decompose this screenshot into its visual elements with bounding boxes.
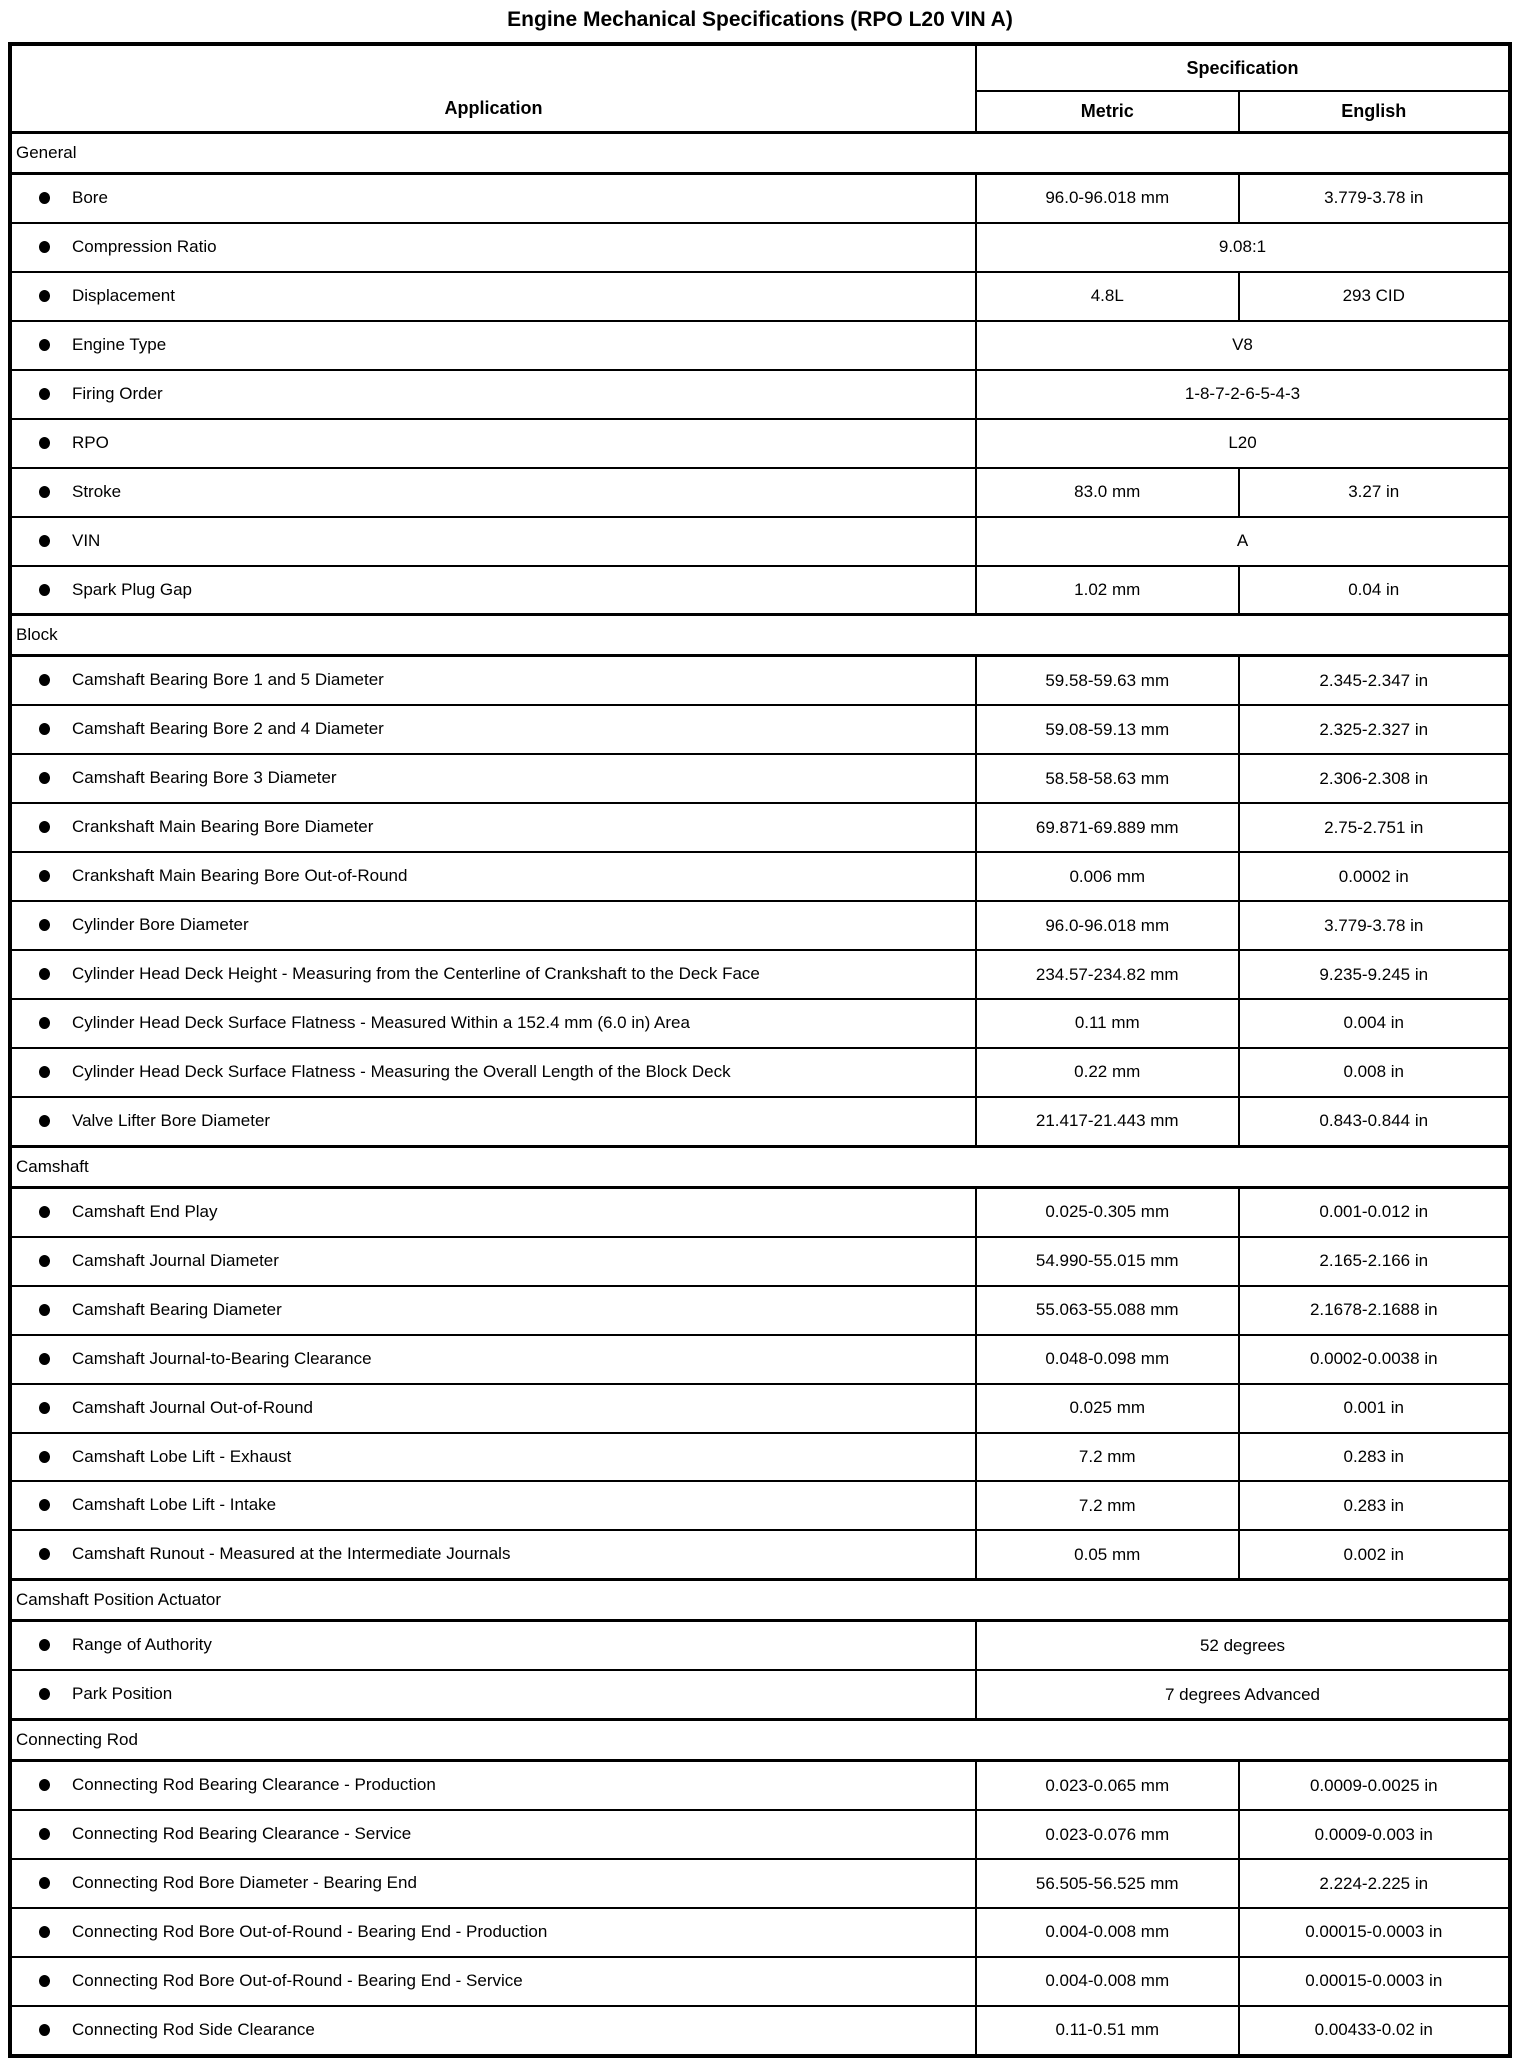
- application-cell: [10, 1810, 976, 1859]
- engine-specifications-table: [8, 42, 1512, 2058]
- table-row: [10, 1810, 1510, 1859]
- row-label: Stroke: [72, 481, 122, 501]
- row-label: Connecting Rod Bore Out-of-Round - Bearing End - Production: [72, 1922, 548, 1941]
- metric-value-cell: 0.023-0.065 mm: [976, 1761, 1239, 1810]
- table-row: [10, 1384, 1510, 1433]
- row-label: Camshaft Journal Diameter: [72, 1250, 279, 1270]
- table-row: [10, 656, 1510, 705]
- table-row: [10, 1761, 1510, 1810]
- application-cell: [10, 566, 976, 615]
- metric-value-cell: 96.0-96.018 mm: [976, 901, 1239, 950]
- table-row: [10, 468, 1510, 517]
- shared-value-cell: 7 degrees Advanced: [976, 1670, 1510, 1719]
- english-value-cell: 3.27 in: [1239, 468, 1511, 517]
- shared-value-cell: V8: [976, 321, 1510, 370]
- english-value-cell: 0.0009-0.0025 in: [1239, 1761, 1511, 1810]
- bullet-icon: [39, 1688, 50, 1700]
- table-row: [10, 705, 1510, 754]
- section-title: General: [10, 133, 1510, 174]
- bullet-icon: [39, 821, 50, 833]
- application-cell: [10, 705, 976, 754]
- table-row: [10, 1481, 1510, 1530]
- english-value-cell: 2.306-2.308 in: [1239, 754, 1511, 803]
- metric-value-cell: 69.871-69.889 mm: [976, 803, 1239, 852]
- metric-value-cell: 0.025 mm: [976, 1384, 1239, 1433]
- bullet-icon: [39, 290, 50, 302]
- application-cell: [10, 656, 976, 705]
- english-value-cell: 0.001 in: [1239, 1384, 1511, 1433]
- english-value-cell: 2.75-2.751 in: [1239, 803, 1511, 852]
- metric-value-cell: 4.8L: [976, 272, 1239, 321]
- row-label: Cylinder Head Deck Height - Measuring from the Centerline of Crankshaft to the Deck Face: [72, 964, 760, 984]
- english-value-cell: 9.235-9.245 in: [1239, 950, 1511, 999]
- application-cell: [10, 950, 976, 999]
- metric-value-cell: 0.11-0.51 mm: [976, 2006, 1239, 2056]
- bullet-icon: [39, 1877, 50, 1889]
- application-cell: [10, 1957, 976, 2006]
- shared-value-cell: 1-8-7-2-6-5-4-3: [976, 370, 1510, 419]
- application-cell: [10, 370, 976, 419]
- section-title: Connecting Rod: [10, 1720, 1510, 1761]
- row-label: Connecting Rod Bore Out-of-Round - Bearing End - Service: [72, 1970, 523, 1990]
- metric-value-cell: 7.2 mm: [976, 1481, 1239, 1530]
- bullet-icon: [39, 1066, 50, 1078]
- row-label: Valve Lifter Bore Diameter: [72, 1110, 271, 1130]
- application-cell: [10, 1670, 976, 1719]
- table-row: [10, 1621, 1510, 1670]
- application-cell: [10, 517, 976, 566]
- metric-value-cell: 234.57-234.82 mm: [976, 950, 1239, 999]
- table-row: [10, 174, 1510, 223]
- bullet-icon: [39, 1499, 50, 1511]
- metric-value-cell: 0.048-0.098 mm: [976, 1335, 1239, 1384]
- row-label: Camshaft End Play: [72, 1201, 218, 1221]
- english-value-cell: 0.001-0.012 in: [1239, 1187, 1511, 1236]
- row-label: RPO: [72, 432, 109, 452]
- table-row: [10, 803, 1510, 852]
- metric-value-cell: 0.05 mm: [976, 1530, 1239, 1579]
- application-cell: [10, 1481, 976, 1530]
- application-cell: [10, 2006, 976, 2056]
- table-row: [10, 2006, 1510, 2056]
- section-title: Camshaft: [10, 1146, 1510, 1187]
- shared-value-cell: 9.08:1: [976, 223, 1510, 272]
- table-row: [10, 1097, 1510, 1146]
- bullet-icon: [39, 1017, 50, 1029]
- row-label: Connecting Rod Bearing Clearance - Service: [72, 1824, 412, 1844]
- bullet-icon: [39, 1402, 50, 1414]
- row-label: Spark Plug Gap: [72, 579, 193, 599]
- english-value-cell: 293 CID: [1239, 272, 1511, 321]
- application-cell: [10, 1384, 976, 1433]
- application-cell: [10, 1187, 976, 1236]
- metric-value-cell: 1.02 mm: [976, 566, 1239, 615]
- row-label: Camshaft Bearing Bore 3 Diameter: [72, 768, 337, 788]
- application-cell: [10, 1335, 976, 1384]
- row-label: Connecting Rod Bore Diameter - Bearing End: [72, 1873, 417, 1893]
- table-row: [10, 754, 1510, 803]
- application-cell: [10, 901, 976, 950]
- application-cell: [10, 852, 976, 901]
- metric-value-cell: 7.2 mm: [976, 1433, 1239, 1482]
- shared-value-cell: 52 degrees: [976, 1621, 1510, 1670]
- english-value-cell: 2.325-2.327 in: [1239, 705, 1511, 754]
- section-row: [10, 133, 1510, 174]
- row-label: Camshaft Bearing Diameter: [72, 1299, 282, 1319]
- bullet-icon: [39, 772, 50, 784]
- section-row: [10, 615, 1510, 656]
- english-value-cell: 2.224-2.225 in: [1239, 1859, 1511, 1908]
- metric-value-cell: 0.023-0.076 mm: [976, 1810, 1239, 1859]
- section-row: [10, 1580, 1510, 1621]
- table-row: [10, 321, 1510, 370]
- english-value-cell: 0.0002-0.0038 in: [1239, 1335, 1511, 1384]
- metric-value-cell: 0.11 mm: [976, 999, 1239, 1048]
- application-cell: [10, 1433, 976, 1482]
- bullet-icon: [39, 674, 50, 686]
- metric-value-cell: 59.58-59.63 mm: [976, 656, 1239, 705]
- english-value-cell: 0.0002 in: [1239, 852, 1511, 901]
- metric-value-cell: 59.08-59.13 mm: [976, 705, 1239, 754]
- english-value-cell: 2.345-2.347 in: [1239, 656, 1511, 705]
- bullet-icon: [39, 723, 50, 735]
- english-value-cell: 0.00433-0.02 in: [1239, 2006, 1511, 2056]
- column-header-application: Application: [10, 44, 976, 133]
- english-value-cell: 0.283 in: [1239, 1433, 1511, 1482]
- row-label: Connecting Rod Side Clearance: [72, 2019, 315, 2039]
- bullet-icon: [39, 241, 50, 253]
- section-title: Camshaft Position Actuator: [10, 1580, 1510, 1621]
- table-row: [10, 1286, 1510, 1335]
- table-row: [10, 1859, 1510, 1908]
- row-label: Firing Order: [72, 383, 163, 403]
- table-row: [10, 950, 1510, 999]
- bullet-icon: [39, 1451, 50, 1463]
- bullet-icon: [39, 1353, 50, 1365]
- application-cell: [10, 1859, 976, 1908]
- application-cell: [10, 1286, 976, 1335]
- column-header-english: English: [1239, 91, 1511, 133]
- table-row: [10, 999, 1510, 1048]
- row-label: Camshaft Lobe Lift - Intake: [72, 1495, 277, 1515]
- table-row: [10, 517, 1510, 566]
- table-row: [10, 1237, 1510, 1286]
- table-row: [10, 566, 1510, 615]
- english-value-cell: 0.283 in: [1239, 1481, 1511, 1530]
- bullet-icon: [39, 2024, 50, 2036]
- bullet-icon: [39, 192, 50, 204]
- table-row: [10, 272, 1510, 321]
- header-row-specification: [10, 44, 1510, 91]
- row-label: Connecting Rod Bearing Clearance - Production: [72, 1775, 436, 1795]
- english-value-cell: 2.1678-2.1688 in: [1239, 1286, 1511, 1335]
- application-cell: [10, 1761, 976, 1810]
- table-row: [10, 1908, 1510, 1957]
- metric-value-cell: 55.063-55.088 mm: [976, 1286, 1239, 1335]
- application-cell: [10, 1097, 976, 1146]
- row-label: Camshaft Bearing Bore 1 and 5 Diameter: [72, 670, 384, 690]
- bullet-icon: [39, 1548, 50, 1560]
- bullet-icon: [39, 1828, 50, 1840]
- table-row: [10, 1335, 1510, 1384]
- row-label: Crankshaft Main Bearing Bore Diameter: [72, 817, 374, 837]
- metric-value-cell: 54.990-55.015 mm: [976, 1237, 1239, 1286]
- bullet-icon: [39, 1206, 50, 1218]
- row-label: Camshaft Bearing Bore 2 and 4 Diameter: [72, 719, 384, 739]
- application-cell: [10, 1237, 976, 1286]
- metric-value-cell: 83.0 mm: [976, 468, 1239, 517]
- metric-value-cell: 96.0-96.018 mm: [976, 174, 1239, 223]
- application-cell: [10, 754, 976, 803]
- application-cell: [10, 223, 976, 272]
- table-row: [10, 223, 1510, 272]
- english-value-cell: 0.0009-0.003 in: [1239, 1810, 1511, 1859]
- row-label: Cylinder Head Deck Surface Flatness - Measured Within a 152.4 mm (6.0 in) Area: [72, 1013, 690, 1032]
- row-label: Cylinder Bore Diameter: [72, 915, 249, 935]
- row-label: Displacement: [72, 285, 175, 305]
- bullet-icon: [39, 486, 50, 498]
- shared-value-cell: L20: [976, 419, 1510, 468]
- column-header-specification: Specification: [976, 44, 1510, 91]
- row-label: VIN: [72, 530, 101, 550]
- row-label: Bore: [72, 188, 108, 207]
- table-row: [10, 1530, 1510, 1579]
- bullet-icon: [39, 968, 50, 980]
- bullet-icon: [39, 437, 50, 449]
- metric-value-cell: 0.025-0.305 mm: [976, 1187, 1239, 1236]
- bullet-icon: [39, 1926, 50, 1938]
- bullet-icon: [39, 388, 50, 400]
- page-title: Engine Mechanical Specifications (RPO L20 VIN A): [507, 8, 1013, 31]
- english-value-cell: 0.004 in: [1239, 999, 1511, 1048]
- row-label: Park Position: [72, 1684, 173, 1704]
- application-cell: [10, 803, 976, 852]
- section-title: Block: [10, 615, 1510, 656]
- table-row: [10, 419, 1510, 468]
- bullet-icon: [39, 1639, 50, 1651]
- column-header-metric: Metric: [976, 91, 1239, 133]
- application-cell: [10, 321, 976, 370]
- bullet-icon: [39, 919, 50, 931]
- english-value-cell: 0.00015-0.0003 in: [1239, 1957, 1511, 2006]
- application-cell: [10, 419, 976, 468]
- shared-value-cell: A: [976, 517, 1510, 566]
- row-label: Camshaft Runout - Measured at the Intermediate Journals: [72, 1544, 511, 1564]
- metric-value-cell: 0.004-0.008 mm: [976, 1908, 1239, 1957]
- english-value-cell: 3.779-3.78 in: [1239, 174, 1511, 223]
- table-row: [10, 901, 1510, 950]
- table-row: [10, 1433, 1510, 1482]
- bullet-icon: [39, 1779, 50, 1791]
- english-value-cell: 0.002 in: [1239, 1530, 1511, 1579]
- metric-value-cell: 21.417-21.443 mm: [976, 1097, 1239, 1146]
- table-row: [10, 1957, 1510, 2006]
- bullet-icon: [39, 1255, 50, 1267]
- table-row: [10, 1048, 1510, 1097]
- english-value-cell: 0.00015-0.0003 in: [1239, 1908, 1511, 1957]
- bullet-icon: [39, 535, 50, 547]
- row-label: Compression Ratio: [72, 236, 217, 256]
- row-label: Engine Type: [72, 334, 167, 354]
- application-cell: [10, 1048, 976, 1097]
- metric-value-cell: 56.505-56.525 mm: [976, 1859, 1239, 1908]
- english-value-cell: 2.165-2.166 in: [1239, 1237, 1511, 1286]
- row-label: Camshaft Journal Out-of-Round: [72, 1397, 313, 1417]
- table-row: [10, 1187, 1510, 1236]
- metric-value-cell: 0.006 mm: [976, 852, 1239, 901]
- english-value-cell: 0.04 in: [1239, 566, 1511, 615]
- row-label: Cylinder Head Deck Surface Flatness - Measuring the Overall Length of the Block Deck: [72, 1061, 731, 1081]
- row-label: Camshaft Journal-to-Bearing Clearance: [72, 1348, 372, 1368]
- bullet-icon: [39, 1115, 50, 1127]
- application-cell: [10, 1621, 976, 1670]
- english-value-cell: 0.008 in: [1239, 1048, 1511, 1097]
- bullet-icon: [39, 870, 50, 882]
- table-row: [10, 1670, 1510, 1719]
- row-label: Camshaft Lobe Lift - Exhaust: [72, 1446, 292, 1466]
- bullet-icon: [39, 339, 50, 351]
- row-label: Range of Authority: [72, 1635, 212, 1655]
- table-row: [10, 852, 1510, 901]
- table-row: [10, 370, 1510, 419]
- application-cell: [10, 1908, 976, 1957]
- bullet-icon: [39, 1975, 50, 1987]
- application-cell: [10, 174, 976, 223]
- section-row: [10, 1146, 1510, 1187]
- application-cell: [10, 468, 976, 517]
- metric-value-cell: 58.58-58.63 mm: [976, 754, 1239, 803]
- bullet-icon: [39, 1304, 50, 1316]
- metric-value-cell: 0.004-0.008 mm: [976, 1957, 1239, 2006]
- application-cell: [10, 1530, 976, 1579]
- bullet-icon: [39, 584, 50, 596]
- metric-value-cell: 0.22 mm: [976, 1048, 1239, 1097]
- english-value-cell: 0.843-0.844 in: [1239, 1097, 1511, 1146]
- application-cell: [10, 999, 976, 1048]
- english-value-cell: 3.779-3.78 in: [1239, 901, 1511, 950]
- section-row: [10, 1720, 1510, 1761]
- application-cell: [10, 272, 976, 321]
- row-label: Crankshaft Main Bearing Bore Out-of-Round: [72, 866, 408, 886]
